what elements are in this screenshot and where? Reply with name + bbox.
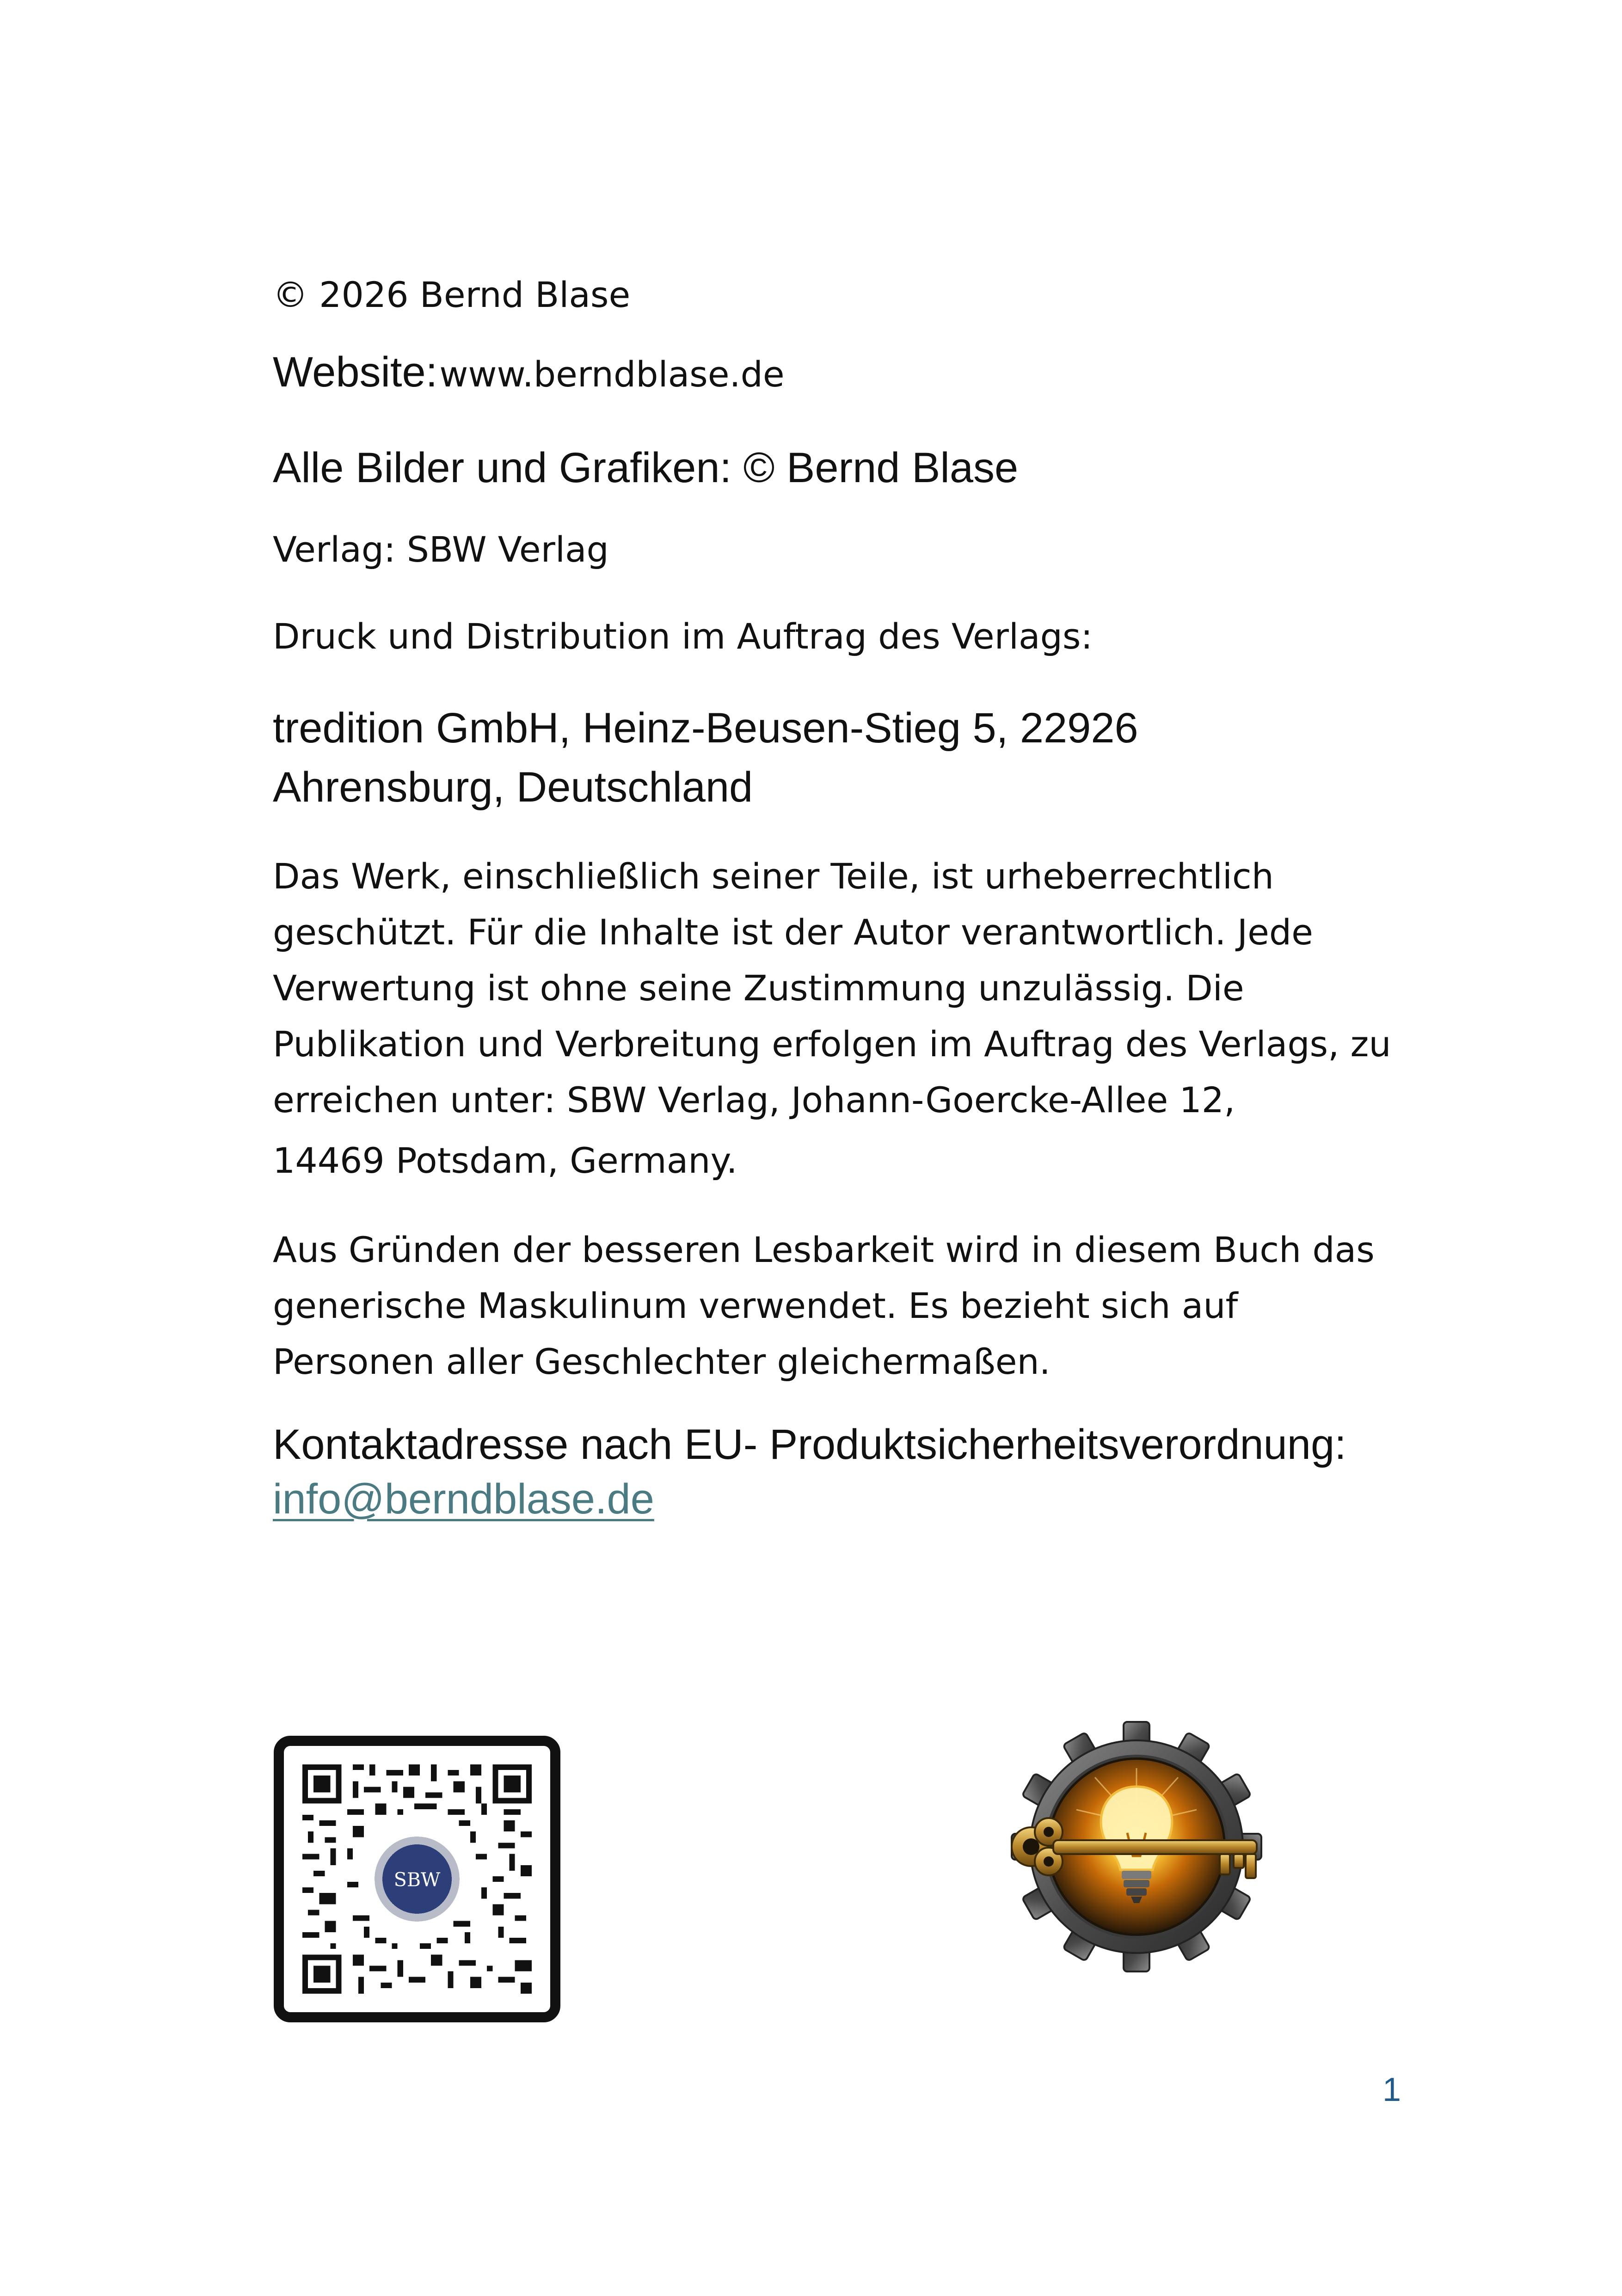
distributor-address-line1: tredition GmbH, Heinz-Beusen-Stieg 5, 22926 bbox=[273, 704, 1138, 752]
qr-code[interactable] bbox=[274, 1736, 560, 2022]
website-label: Website: bbox=[273, 349, 438, 396]
distribution-label: Druck und Distribution im Auftrag des Verlags: bbox=[273, 616, 1093, 657]
gender-note: Aus Gründen der besseren Lesbarkeit wird in diesem Buch das generische Maskulinum verwendet. Es bezieht sich auf Personen aller Geschlechter gleichermaßen. bbox=[273, 1229, 1375, 1382]
website-line bbox=[273, 347, 1410, 410]
website-url[interactable]: www.berndblase.de bbox=[439, 354, 785, 395]
qr-code-icon bbox=[302, 1764, 532, 1994]
page-number: 1 bbox=[1382, 2071, 1401, 2108]
distributor-address-line2: Ahrensburg, Deutschland bbox=[273, 764, 753, 811]
contact-email-link[interactable]: info@berndblase.de bbox=[273, 1476, 654, 1523]
legal-notice-address: 14469 Potsdam, Germany. bbox=[273, 1140, 737, 1181]
images-copyright: Alle Bilder und Grafiken: © Bernd Blase bbox=[273, 444, 1019, 491]
contact-label: Kontaktadresse nach EU- Produktsicherheitsverordnung: bbox=[273, 1421, 1346, 1468]
imprint-content bbox=[273, 273, 1410, 1526]
legal-notice-text: Das Werk, einschließlich seiner Teile, ist urheberrechtlich geschützt. Für die Inhalte ist der Autor verantwortlich. Jede Verwertung ist ohne seine Zustimmung unzulässig. Die Publikation und Verbreitung erfolgen im Auftrag des Verlags, zu erreichen unter: SBW Verlag, Johann-Goercke-Allee 12, bbox=[273, 856, 1391, 1120]
copyright-line: © 2026 Bernd Blase bbox=[273, 274, 631, 315]
brand-logo bbox=[1002, 1717, 1271, 1976]
distributor-address bbox=[273, 698, 1410, 817]
publisher-line: Verlag: SBW Verlag bbox=[273, 529, 609, 570]
contact-block bbox=[273, 1417, 1410, 1526]
qr-center-logo-text: SBW bbox=[393, 1868, 441, 1891]
gear-key-lightbulb-icon bbox=[1002, 1717, 1271, 1976]
legal-notice bbox=[273, 848, 1410, 1188]
